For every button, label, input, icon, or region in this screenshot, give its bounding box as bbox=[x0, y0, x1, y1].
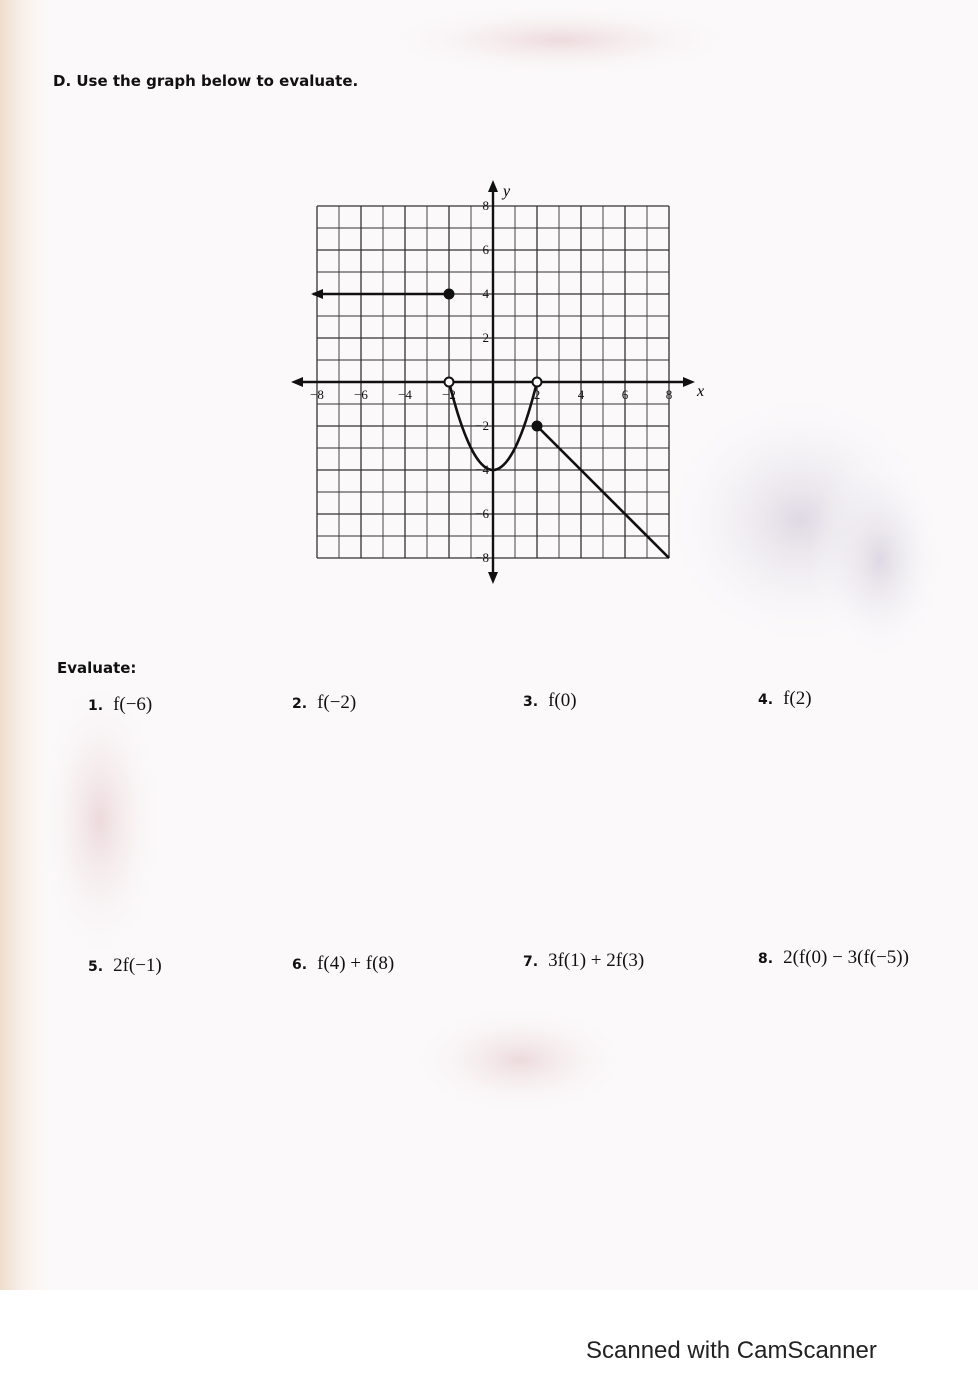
x-axis-label: x bbox=[697, 383, 705, 400]
x-tick-label: −4 bbox=[398, 387, 412, 402]
problem-7 bbox=[523, 950, 644, 972]
problem-expression: 2(f(0) − 3(f(−5)) bbox=[783, 947, 909, 968]
x-axis-arrow-left-icon bbox=[291, 377, 303, 387]
open-endpoint bbox=[445, 378, 454, 387]
closed-endpoint bbox=[445, 290, 454, 299]
problem-4 bbox=[758, 688, 812, 710]
x-tick-label: 6 bbox=[621, 387, 629, 402]
y-tick-label: 2 bbox=[482, 330, 489, 345]
problem-number: 2. bbox=[292, 696, 308, 712]
y-axis-arrow-up-icon bbox=[488, 180, 498, 192]
y-tick-label: −2 bbox=[475, 418, 489, 433]
problem-expression: f(0) bbox=[548, 690, 577, 711]
problem-number: 1. bbox=[88, 698, 104, 714]
x-tick-label: 8 bbox=[665, 387, 673, 402]
section-heading: D. Use the graph below to evaluate. bbox=[53, 72, 359, 90]
problem-number: 7. bbox=[523, 954, 539, 970]
y-tick-label: −8 bbox=[475, 550, 489, 565]
y-tick-label: 4 bbox=[482, 286, 489, 301]
problem-8 bbox=[758, 947, 909, 969]
problem-2 bbox=[292, 692, 356, 714]
evaluate-label: Evaluate: bbox=[57, 659, 137, 677]
problem-number: 3. bbox=[523, 694, 539, 710]
y-tick-label: 8 bbox=[482, 198, 489, 213]
problem-expression: f(−2) bbox=[317, 692, 357, 713]
x-tick-label: −6 bbox=[354, 387, 368, 402]
closed-endpoint bbox=[533, 422, 542, 431]
problem-6 bbox=[292, 953, 394, 975]
problem-1 bbox=[88, 694, 152, 716]
problem-expression: 2f(−1) bbox=[113, 955, 162, 976]
x-tick-label: −2 bbox=[442, 387, 456, 402]
scanner-watermark: Scanned with CamScanner bbox=[586, 1337, 877, 1364]
x-tick-label: 2 bbox=[533, 387, 541, 402]
problem-expression: f(2) bbox=[783, 688, 812, 709]
function-graph bbox=[290, 175, 710, 585]
problem-3 bbox=[523, 690, 577, 712]
y-tick-label: 6 bbox=[482, 242, 489, 257]
problem-expression: 3f(1) + 2f(3) bbox=[548, 950, 645, 971]
open-endpoint bbox=[533, 378, 542, 387]
problem-number: 6. bbox=[292, 957, 308, 973]
y-axis-arrow-down-icon bbox=[488, 572, 498, 584]
x-axis-arrow-right-icon bbox=[683, 377, 695, 387]
problem-number: 8. bbox=[758, 951, 774, 967]
problem-number: 4. bbox=[758, 692, 774, 708]
problem-5 bbox=[88, 955, 162, 977]
problem-expression: f(−6) bbox=[113, 694, 153, 715]
x-tick-label: 4 bbox=[577, 387, 585, 402]
y-tick-label: −6 bbox=[475, 506, 489, 521]
y-tick-label: −4 bbox=[475, 462, 489, 477]
x-tick-label: −8 bbox=[310, 387, 324, 402]
problem-number: 5. bbox=[88, 959, 104, 975]
y-axis-label: y bbox=[503, 183, 511, 200]
problem-expression: f(4) + f(8) bbox=[317, 953, 395, 974]
